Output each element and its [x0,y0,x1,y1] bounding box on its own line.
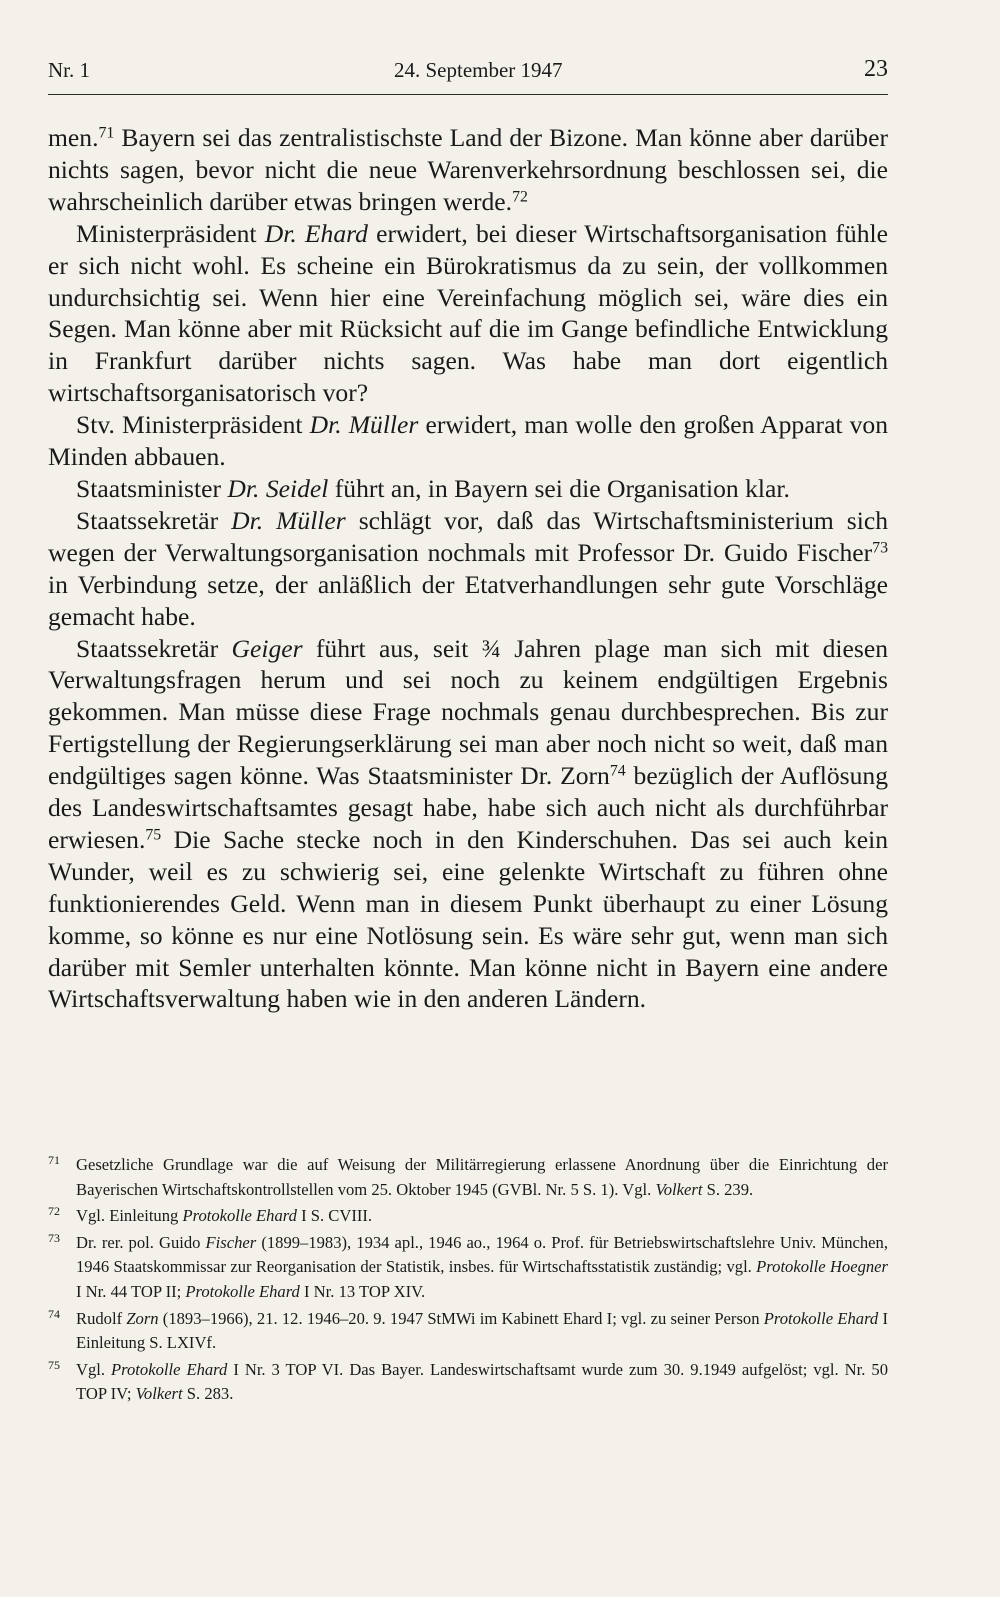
text-run: Dr. rer. pol. Guido [76,1232,206,1252]
text-run: S. 283. [182,1384,234,1404]
italic-name: Volkert [135,1384,183,1404]
session-date: 24. September 1947 [394,58,563,82]
text-run: erwidert, bei dieser Wirtschaftsorganisation fühle er sich nicht wohl. Es scheine ein Bürokratismus da zu sein, der vollkommen undurchsichtig sei. Wenn hier eine Vereinfachung möglich sei, wäre dies ein Segen. Man könne aber mit Rücksicht auf die im Gange befindliche Entwicklung in Frankfurt darüber nichts sagen. Was habe man dort eigentlich wirtschaftsorganisatorisch vor? [48,218,888,408]
text-run: Vgl. [76,1359,112,1379]
italic-name: Dr. Müller [231,505,346,535]
text-run: (1899–1983), 1934 apl., 1946 ao., 1964 o. Prof. für Betriebswirtschaftslehre Univ. München, 1946 Staatskommissar zur Reorganisation der Statistik, insbes. für Wirtschaftsstatistik zuständig; vgl. [76,1232,888,1277]
text-run: erwidert, man wolle den großen Apparat von Minden abbauen. [48,410,889,472]
page-number: 23 [864,56,888,82]
text-run: führt aus, seit ¾ Jahren plage man sich mit diesen Verwaltungsfragen herum und sei noch zu keinem endgültigen Ergebnis gekommen. Man müsse diese Frage nochmals genau durchbesprechen. Bis zur Fertigstellung der Regierungserklärung sei man aber noch nicht so weit, daß man endgültiges sagen könne. Was Staatsminister Dr. Zorn [48,633,889,791]
footnote-reference: 73 [872,539,888,557]
italic-name: Dr. Ehard [264,218,368,248]
footnote-number: 75 [48,1357,60,1372]
italic-name: Geiger [231,633,303,663]
text-run: Ministerpräsident [76,218,265,248]
footnote-number: 72 [48,1204,60,1219]
text-run: Gesetzliche Grundlage war die auf Weisung der Militärregierung erlassene Anordnung über die Einrichtung der Bayerischen Wirtschaftskontrollstellen vom 25. Oktober 1945 (GVBl. Nr. 5 S. 1). Vgl. [76,1155,888,1199]
footnote [48,1231,888,1305]
text-run: S. 239. [702,1179,754,1199]
text-run: I S. CVIII. [296,1206,373,1226]
italic-name: Protokolle Ehard [763,1308,879,1328]
footnotes [48,1153,888,1409]
italic-name: Dr. Müller [309,410,419,440]
paragraph [48,633,888,1016]
paragraph [48,505,888,633]
footnote [48,1358,888,1407]
running-header [48,58,888,95]
text-run: I Einleitung S. LXIVf. [76,1308,888,1353]
text-run: schlägt vor, daß das Wirtschaftsministerium sich wegen der Verwaltungsorganisation nochmals mit Professor Dr. Guido Fischer [48,505,889,567]
footnote [48,1307,888,1356]
text-run: (1893–1966), 21. 12. 1946–20. 9. 1947 StMWi im Kabinett Ehard I; vgl. zu seiner Person [158,1308,764,1328]
text-run: Staatssekretär [76,633,232,663]
italic-name: Zorn [126,1308,159,1328]
footnote-number: 74 [48,1306,60,1321]
italic-name: Protokolle Ehard [111,1359,228,1379]
paragraph [48,122,888,218]
italic-name: Protokolle Ehard [185,1281,300,1301]
text-run: I Nr. 3 TOP VI. Das Bayer. Landeswirtschaftsamt wurde zum 30. 9.1949 aufgelöst; vgl. Nr. 50 TOP IV; [76,1359,889,1404]
footnote-reference: 72 [512,188,528,206]
text-run: Stv. Ministerpräsident [76,410,310,440]
footnote-reference: 75 [145,826,162,844]
text-run: führt an, in Bayern sei die Organisation klar. [328,473,790,503]
text-run: Staatsminister [76,473,228,503]
footnote [48,1204,888,1229]
footnote-number: 73 [48,1230,60,1245]
footnote-reference: 71 [98,124,115,142]
text-run: I Nr. 44 TOP II; [76,1281,186,1301]
footnote [48,1153,888,1202]
text-run: Die Sache stecke noch in den Kinderschuhen. Das sei auch kein Wunder, weil es zu schwierig sei, eine gelenkte Wirtschaft zu führen ohne funktionierendes Geld. Wenn man in diesem Punkt überhaupt zu einer Lösung komme, so könne es nur eine Notlösung sein. Es wäre sehr gut, wenn man sich darüber mit Semler unterhalten könnte. Man könne nicht in Bayern eine andere Wirtschaftsverwaltung haben wie in den anderen Ländern. [48,824,888,1014]
document-number: Nr. 1 [48,58,90,82]
paragraph [48,473,888,505]
text-run: I Nr. 13 TOP XIV. [299,1281,426,1301]
text-run: in Verbindung setze, der anläßlich der Etatverhandlungen sehr gute Vorschläge gemacht habe. [48,569,888,631]
footnote-reference: 74 [609,762,626,780]
text-run: Rudolf [76,1308,127,1328]
italic-name: Dr. Seidel [227,473,329,503]
text-run: bezüglich der Auflösung des Landeswirtschaftsamtes gesagt habe, habe sich auch nicht als durchführbar erwiesen. [48,761,888,854]
text-run: Vgl. Einleitung [76,1206,183,1226]
italic-name: Fischer [205,1232,257,1252]
main-text [48,122,888,1015]
italic-name: Volkert [655,1179,703,1199]
paragraph [48,218,888,409]
paragraph [48,409,888,473]
footnote-number: 71 [48,1153,60,1167]
italic-name: Protokolle Ehard [182,1206,297,1226]
text-run: Staatssekretär [76,505,232,535]
text-run: Bayern sei das zentralistischste Land der Bizone. Man könne aber darüber nichts sagen, bevor nicht die neue Warenverkehrsordnung beschlossen sei, die wahrscheinlich darüber etwas bringen werde. [48,123,888,216]
italic-name: Protokolle Hoegner [756,1257,889,1277]
text-run: men. [48,123,99,152]
